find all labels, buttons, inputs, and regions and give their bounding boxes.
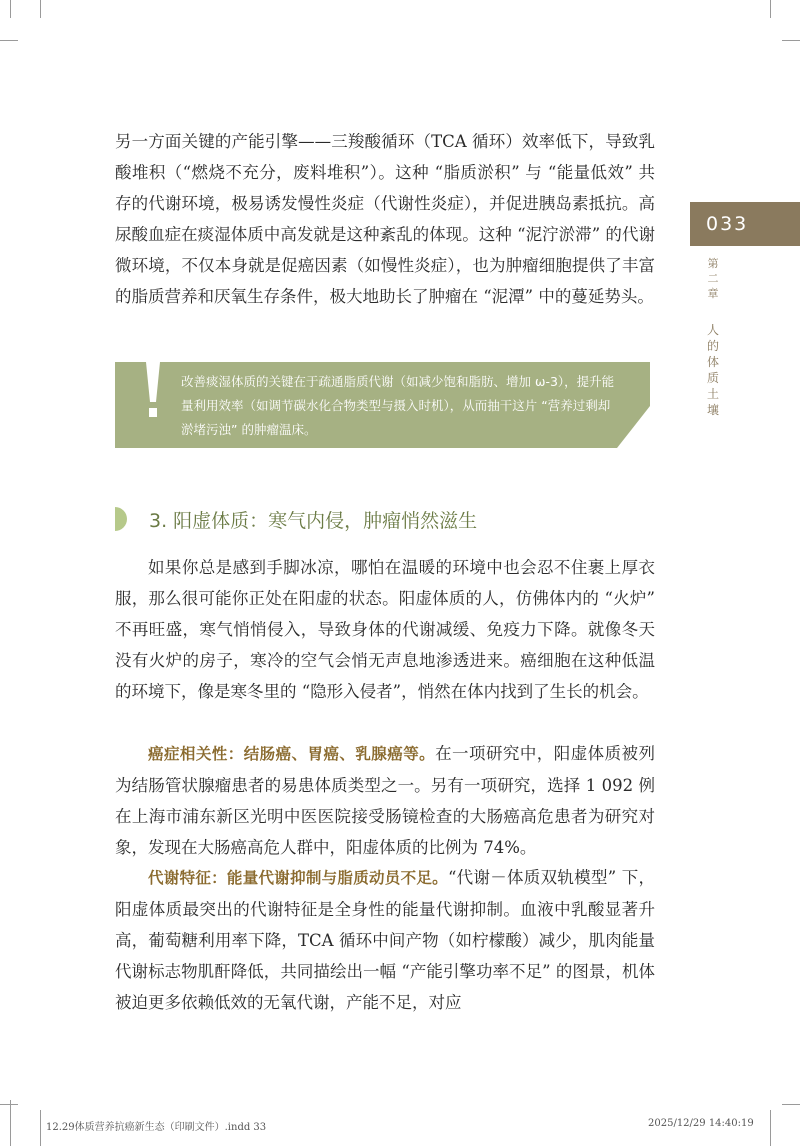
paragraph-body: 在一项研究中，阳虚体质被列为结肠管状腺瘤患者的易患体质类型之一。另有一项研究，选择 1 092 例在上海市浦东新区光明中医医院接受肠镜检查的大肠癌高危患者为研究对象，发现在大肠癌高危人群中，阳虚体质的比例为 74%。 (115, 744, 655, 857)
tip-callout (115, 362, 650, 448)
crop-mark (40, 0, 41, 18)
body-paragraph: 另一方面关键的产能引擎——三羧酸循环（TCA 循环）效率低下，导致乳酸堆积（“燃烧不充分，废料堆积”）。这种 “脂质淤积” 与 “能量低效” 共存的代谢环境，极易诱发慢性炎症（代谢性炎症），并促进胰岛素抵抗。高尿酸血症在痰湿体质中高发就是这种紊乱的体现。这种 “泥泞淤滞” 的代谢微环境，不仅本身就是促癌因素（如慢性炎症），也为肿瘤细胞提供了丰富的脂质营养和厌氧生存条件，极大地助长了肿瘤在 “泥潭” 中的蔓延势头。 (115, 132, 655, 306)
crop-mark (10, 0, 11, 18)
chapter-label: 第二章 (707, 257, 719, 300)
footer-filename: 12.29体质营养抗癌新生态（印刷文件）.indd 33 (46, 1122, 267, 1133)
heading-marker (115, 507, 127, 531)
paragraph-body: “代谢－体质双轨模型” 下，阳虚体质最突出的代谢特征是全身性的能量代谢抑制。血液中乳酸显著升高，葡萄糖利用率下降，TCA 循环中间产物（如柠檬酸）减少，肌肉能量代谢标志物肌酐降低，共同描绘出一幅 “产能引擎功率不足” 的图景，机体被迫更多依赖低效的无氧代谢，产能不足，对应 (115, 868, 655, 1012)
body-paragraph (115, 738, 655, 863)
section-heading-text: 3. 阳虚体质：寒气内侵，肿瘤悄然滋生 (149, 509, 478, 532)
highlight-lead: 代谢特征：能量代谢抑制与脂质动员不足。 (148, 869, 448, 887)
crop-mark (782, 1104, 800, 1105)
body-paragraph: 如果你总是感到手脚冰凉，哪怕在温暖的环境中也会忍不住裹上厚衣服，那么很可能你正处在阳虚的状态。阳虚体质的人，仿佛体内的 “火炉” 不再旺盛，寒气悄悄侵入，导致身体的代谢减缓、免疫力下降。就像冬天没有火炉的房子，寒冷的空气会悄无声息地渗透进来。癌细胞在这种低温的环境下，像是寒冬里的 “隐形入侵者”，悄然在体内找到了生长的机会。 (115, 558, 655, 701)
body-paragraph (115, 862, 655, 1018)
crop-mark (10, 1100, 11, 1146)
crop-mark (0, 40, 18, 41)
crop-mark (0, 1104, 18, 1105)
footer-timestamp: 2025/12/29 14:40:19 (648, 1118, 754, 1129)
section-heading (115, 504, 477, 534)
page-number: 033 (706, 213, 749, 235)
crop-mark (782, 40, 800, 41)
crop-mark (770, 0, 771, 18)
exclamation-icon (142, 362, 164, 422)
highlight-lead: 癌症相关性：结肠癌、胃癌、乳腺癌等。 (148, 745, 436, 763)
page-number-tab (690, 202, 800, 246)
crop-mark (40, 1110, 41, 1146)
callout-text: 改善痰湿体质的关键在于疏通脂质代谢（如减少饱和脂肪、增加 ω-3），提升能量利用效率（如调节碳水化合物类型与摄入时机），从而抽干这片 “营养过剩却淤堵污浊” 的肿瘤温床。 (181, 374, 615, 437)
chapter-title: 人的体质土壤 (706, 323, 719, 417)
crop-mark (770, 1110, 771, 1146)
